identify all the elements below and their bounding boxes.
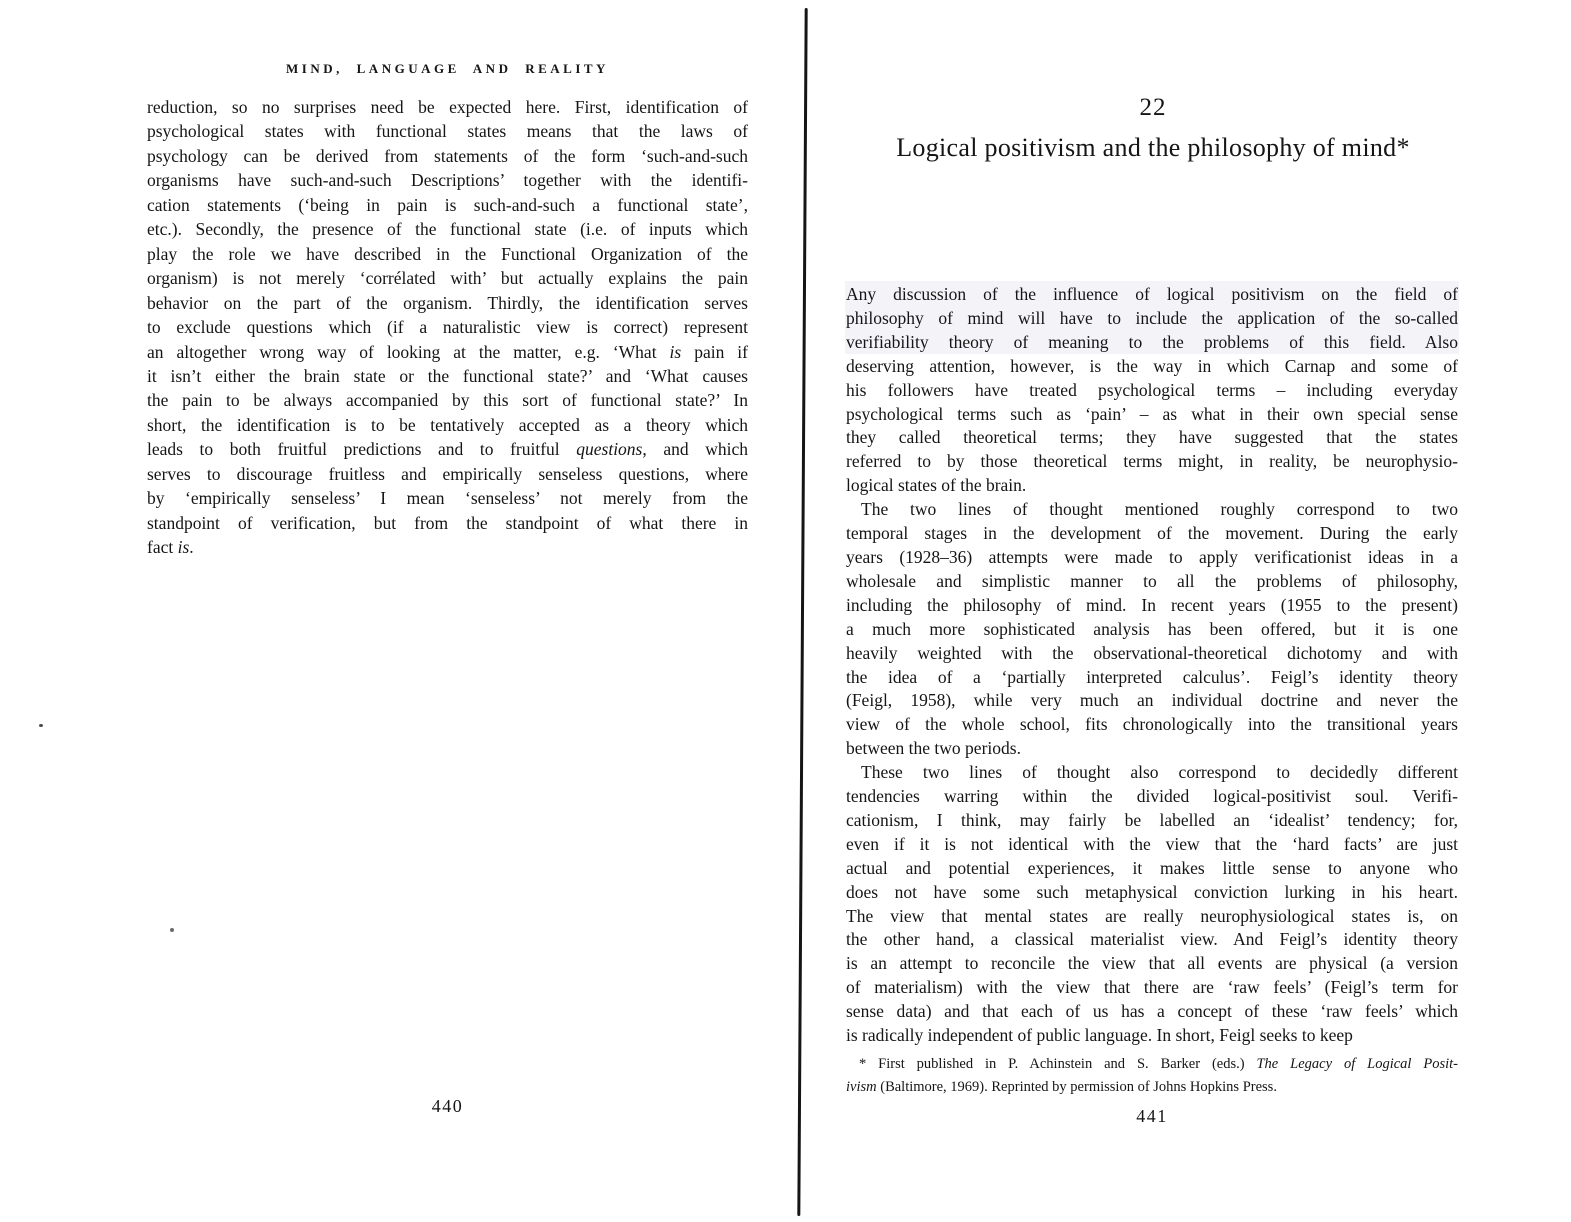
text-line: behavior on the part of the organism. Thirdly, the identification serves bbox=[147, 292, 748, 313]
text-line: short, the identification is to be tentatively accepted as a theory which bbox=[147, 414, 748, 435]
text-line: philosophy of mind will have to include the application of the so-called bbox=[846, 307, 1458, 328]
page-divider-rule bbox=[797, 8, 807, 1216]
text-line: These two lines of thought also correspond to decidedly different bbox=[861, 762, 1458, 783]
running-head: MIND, LANGUAGE AND REALITY bbox=[286, 61, 609, 76]
text-line: wholesale and simplistic manner to all the problems of philosophy, bbox=[846, 570, 1458, 591]
text-line: an altogether wrong way of looking at the matter, e.g. ‘What is pain if bbox=[147, 341, 748, 362]
text-line: (Feigl, 1958), while very much an individual doctrine and never the bbox=[846, 690, 1458, 711]
text-line: logical states of the brain. bbox=[846, 475, 1027, 496]
scan-speck bbox=[39, 724, 43, 727]
right-page-number: 441 bbox=[1136, 1106, 1168, 1126]
text-line: referred to by those theoretical terms might, in reality, be neurophysio- bbox=[846, 451, 1458, 472]
text-line: deserving attention, however, is the way in which Carnap and some of bbox=[846, 355, 1458, 376]
paragraph-tendencies bbox=[846, 761, 1458, 1048]
text-line: his followers have treated psychological terms – including everyday bbox=[846, 379, 1458, 400]
text-line: leads to both fruitful predictions and to fruitful questions, and which bbox=[147, 439, 748, 460]
footnote bbox=[846, 1053, 1458, 1098]
text-line: view of the whole school, fits chronologically into the transitional years bbox=[846, 714, 1458, 735]
text-line: even if it is not identical with the view that the ‘hard facts’ are just bbox=[846, 833, 1458, 854]
text-line: psychology can be derived from statements of the form ‘such-and-such bbox=[147, 145, 748, 166]
text-line: actual and potential experiences, it makes little sense to anyone who bbox=[846, 857, 1458, 878]
text-line: does not have some such metaphysical conviction lurking in his heart. bbox=[846, 881, 1458, 902]
text-line: the idea of a ‘partially interpreted calculus’. Feigl’s identity theory bbox=[846, 666, 1458, 687]
text-line: the pain to be always accompanied by this sort of functional state?’ In bbox=[147, 390, 748, 411]
text-line: serves to discourage fruitless and empirically senseless questions, where bbox=[147, 463, 748, 484]
text-line: psychological states with functional states means that the laws of bbox=[147, 121, 748, 142]
right-page-body bbox=[846, 283, 1458, 1048]
text-line: etc.). Secondly, the presence of the functional state (i.e. of inputs which bbox=[147, 219, 748, 240]
text-line: organisms have such-and-such Descriptions’ together with the identifi- bbox=[147, 170, 748, 191]
text-line: psychological terms such as ‘pain’ – as what in their own special sense bbox=[846, 403, 1458, 424]
text-line: tendencies warring within the divided logical-positivist soul. Verifi- bbox=[846, 786, 1458, 807]
chapter-title: Logical positivism and the philosophy of mind* bbox=[896, 133, 1410, 162]
text-line: heavily weighted with the observational-theoretical dichotomy and with bbox=[846, 642, 1458, 663]
text-line: cation statements (‘being in pain is such-and-such a functional state’, bbox=[147, 194, 748, 215]
left-page-body-paragraph bbox=[147, 95, 748, 560]
text-line: fact is. bbox=[147, 537, 194, 558]
text-line: including the philosophy of mind. In recent years (1955 to the present) bbox=[846, 594, 1458, 615]
text-line: * First published in P. Achinstein and S. Barker (eds.) The Legacy of Logical Posit- bbox=[859, 1056, 1459, 1072]
text-line: by ‘empirically senseless’ I mean ‘senseless’ not merely from the bbox=[147, 488, 748, 509]
text-line: years (1928–36) attempts were made to apply verificationist ideas in a bbox=[846, 546, 1458, 567]
text-line: reduction, so no surprises need be expected here. First, identification of bbox=[147, 97, 748, 117]
text-line: the other hand, a classical materialist view. And Feigl’s identity theory bbox=[846, 929, 1458, 950]
text-line: ivism (Baltimore, 1969). Reprinted by permission of Johns Hopkins Press. bbox=[846, 1078, 1277, 1095]
text-line: between the two periods. bbox=[846, 738, 1021, 759]
scan-speck bbox=[170, 928, 174, 932]
text-line: sense data) and that each of us has a concept of these ‘raw feels’ which bbox=[846, 1001, 1458, 1022]
text-line: The two lines of thought mentioned roughly correspond to two bbox=[861, 499, 1458, 520]
text-line: cationism, I think, may fairly be labelled an ‘idealist’ tendency; for, bbox=[846, 809, 1458, 830]
text-line: a much more sophisticated analysis has been offered, but it is one bbox=[846, 618, 1458, 639]
text-line: The view that mental states are really neurophysiological states is, on bbox=[846, 905, 1458, 926]
text-line: temporal stages in the development of the movement. During the early bbox=[846, 523, 1458, 544]
text-line: they called theoretical terms; they have suggested that the states bbox=[846, 427, 1458, 448]
text-line: Any discussion of the influence of logical positivism on the field of bbox=[846, 284, 1458, 304]
text-line: it isn’t either the brain state or the functional state?’ and ‘What causes bbox=[147, 365, 748, 386]
left-page-number: 440 bbox=[431, 1096, 464, 1116]
text-line: play the role we have described in the Functional Organization of the bbox=[147, 243, 748, 264]
chapter-number: 22 bbox=[1139, 94, 1167, 121]
text-line: is radically independent of public language. In short, Feigl seeks to keep bbox=[846, 1025, 1353, 1046]
text-line: to exclude questions which (if a naturalistic view is correct) represent bbox=[147, 317, 748, 338]
text-line: of materialism) with the view that there are ‘raw feels’ (Feigl’s term for bbox=[846, 977, 1458, 998]
paragraph-opening bbox=[846, 283, 1458, 498]
text-line: is an attempt to reconcile the view that all events are physical (a version bbox=[846, 953, 1458, 974]
text-line: standpoint of verification, but from the standpoint of what there in bbox=[147, 512, 748, 533]
paragraph-two-lines-of-thought bbox=[846, 498, 1458, 761]
text-line: organism) is not merely ‘corrélated with’ but actually explains the pain bbox=[147, 268, 748, 289]
text-line: verifiability theory of meaning to the problems of this field. Also bbox=[846, 331, 1458, 352]
